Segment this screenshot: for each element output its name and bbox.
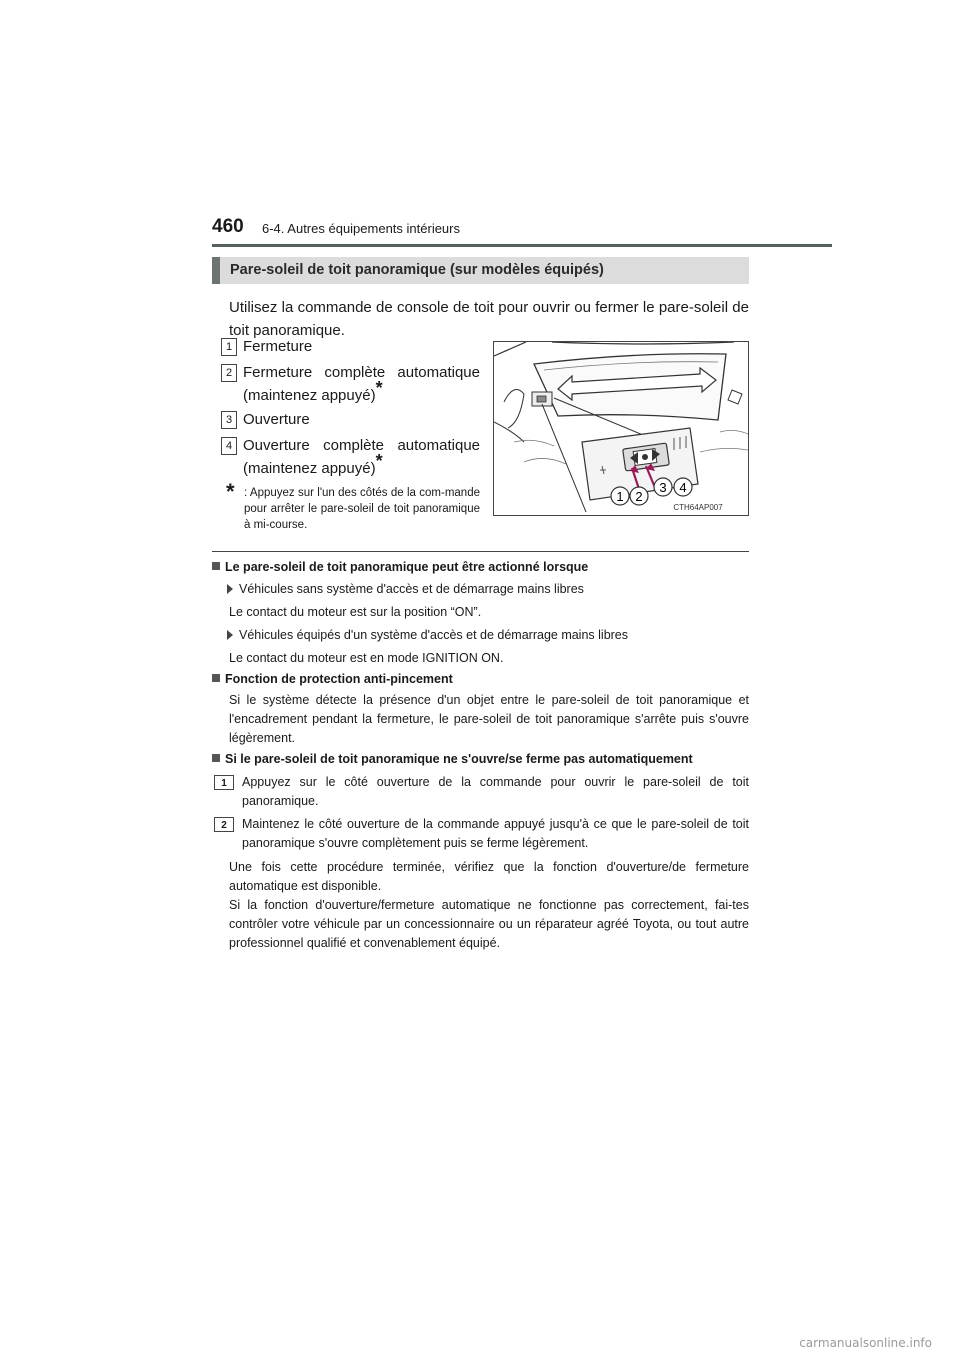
section-heading [212, 257, 749, 284]
callout-2 [630, 487, 648, 505]
intro-paragraph: Utilisez la commande de console de toit pour ouvrir ou fermer le pare-soleil de toit panoramique. [229, 299, 749, 339]
tip-title-text: Le pare-soleil de toit panoramique peut être actionné lorsque [225, 560, 589, 574]
header-rule [212, 244, 832, 247]
asterisk-marker: * [375, 451, 383, 471]
item-number-1: 1 [221, 338, 237, 356]
anti-pinch-paragraph: Si le système détecte la présence d'un objet entre le pare-soleil de toit panoramique et l'encadrement pendant la fermeture, le pare-soleil de toit panoramique s'arrête puis s'ouvre légèrement. [229, 693, 749, 745]
item-label: Fermeture [243, 338, 313, 355]
item-label: Fermeture complète automatique (maintenez appuyé) [243, 364, 480, 404]
square-bullet-icon [212, 754, 220, 762]
case1-paragraph: Le contact du moteur est sur la position “ON”. [229, 605, 482, 619]
item-number-4: 4 [221, 437, 237, 455]
item-auto-close [243, 361, 480, 407]
square-bullet-icon [212, 674, 220, 682]
item-open [243, 408, 480, 431]
page-number: 460 [212, 216, 244, 237]
tip-title-not-auto [212, 752, 693, 766]
tip-title-actionable [212, 560, 588, 574]
item-label: Ouverture complète automatique (maintenez appuyé) [243, 437, 480, 477]
tip-title-text: Si le pare-soleil de toit panoramique ne s'ouvre/se ferme pas automatiquement [225, 752, 693, 766]
tip-title-anti-pinch [212, 672, 453, 686]
footnote: : Appuyez sur l'un des côtés de la com-mande pour arrêter le pare-soleil de toit panoramique à mi-course. [244, 487, 480, 531]
case2-paragraph: Le contact du moteur est en mode IGNITION ON. [229, 651, 504, 665]
section-heading-text: Pare-soleil de toit panoramique (sur modèles équipés) [230, 262, 604, 278]
triangle-bullet-icon [227, 584, 233, 594]
sunshade-switch-figure [493, 341, 749, 516]
section-title: 6-4. Autres équipements intérieurs [262, 221, 460, 236]
callout-label: 2 [635, 489, 643, 504]
callout-label: 4 [679, 480, 687, 495]
after-paragraph-2: Si la fonction d'ouverture/fermeture automatique ne fonctionne pas correctement, fai-tes contrôler votre véhicule par un concessionnaire ou un réparateur agréé Toyota, ou tout autre professionnel qualifié et convenablement équipé. [229, 898, 749, 950]
square-bullet-icon [212, 562, 220, 570]
triangle-bullet-icon [227, 630, 233, 640]
item-auto-open [243, 434, 480, 480]
step-number-2: 2 [214, 817, 234, 832]
after-paragraph-1: Une fois cette procédure terminée, vérifiez que la fonction d'ouverture/de fermeture automatique est disponible. [229, 860, 749, 893]
item-number-2: 2 [221, 364, 237, 382]
step-number-1: 1 [214, 775, 234, 790]
callout-3 [654, 478, 672, 496]
section-divider [212, 551, 749, 552]
figure-illustration [494, 342, 748, 515]
sub-item-smart-key [227, 628, 628, 642]
tip-title-text: Fonction de protection anti-pincement [225, 672, 453, 686]
asterisk-marker: * [375, 378, 383, 398]
item-label: Ouverture [243, 411, 310, 428]
sub-item-no-smart-key [227, 582, 584, 596]
callout-label: 1 [616, 489, 624, 504]
callout-4 [674, 478, 692, 496]
sub-item-text: Véhicules sans système d'accès et de démarrage mains libres [239, 582, 584, 596]
figure-code: CTH64AP007 [673, 503, 723, 512]
callout-1 [611, 487, 629, 505]
item-close [243, 335, 480, 358]
sub-item-text: Véhicules équipés d'un système d'accès et de démarrage mains libres [239, 628, 629, 642]
step-1-text: Appuyez sur le côté ouverture de la commande pour ouvrir le pare-soleil de toit panoramique. [242, 775, 749, 808]
watermark: carmanualsonline.info [799, 1336, 932, 1350]
footnote-star: * [226, 479, 235, 504]
item-number-3: 3 [221, 411, 237, 429]
step-2-text: Maintenez le côté ouverture de la commande appuyé jusqu'à ce que le pare-soleil de toit panoramique s'ouvre complètement puis se ferme légèrement. [242, 817, 749, 850]
callout-label: 3 [659, 480, 667, 495]
